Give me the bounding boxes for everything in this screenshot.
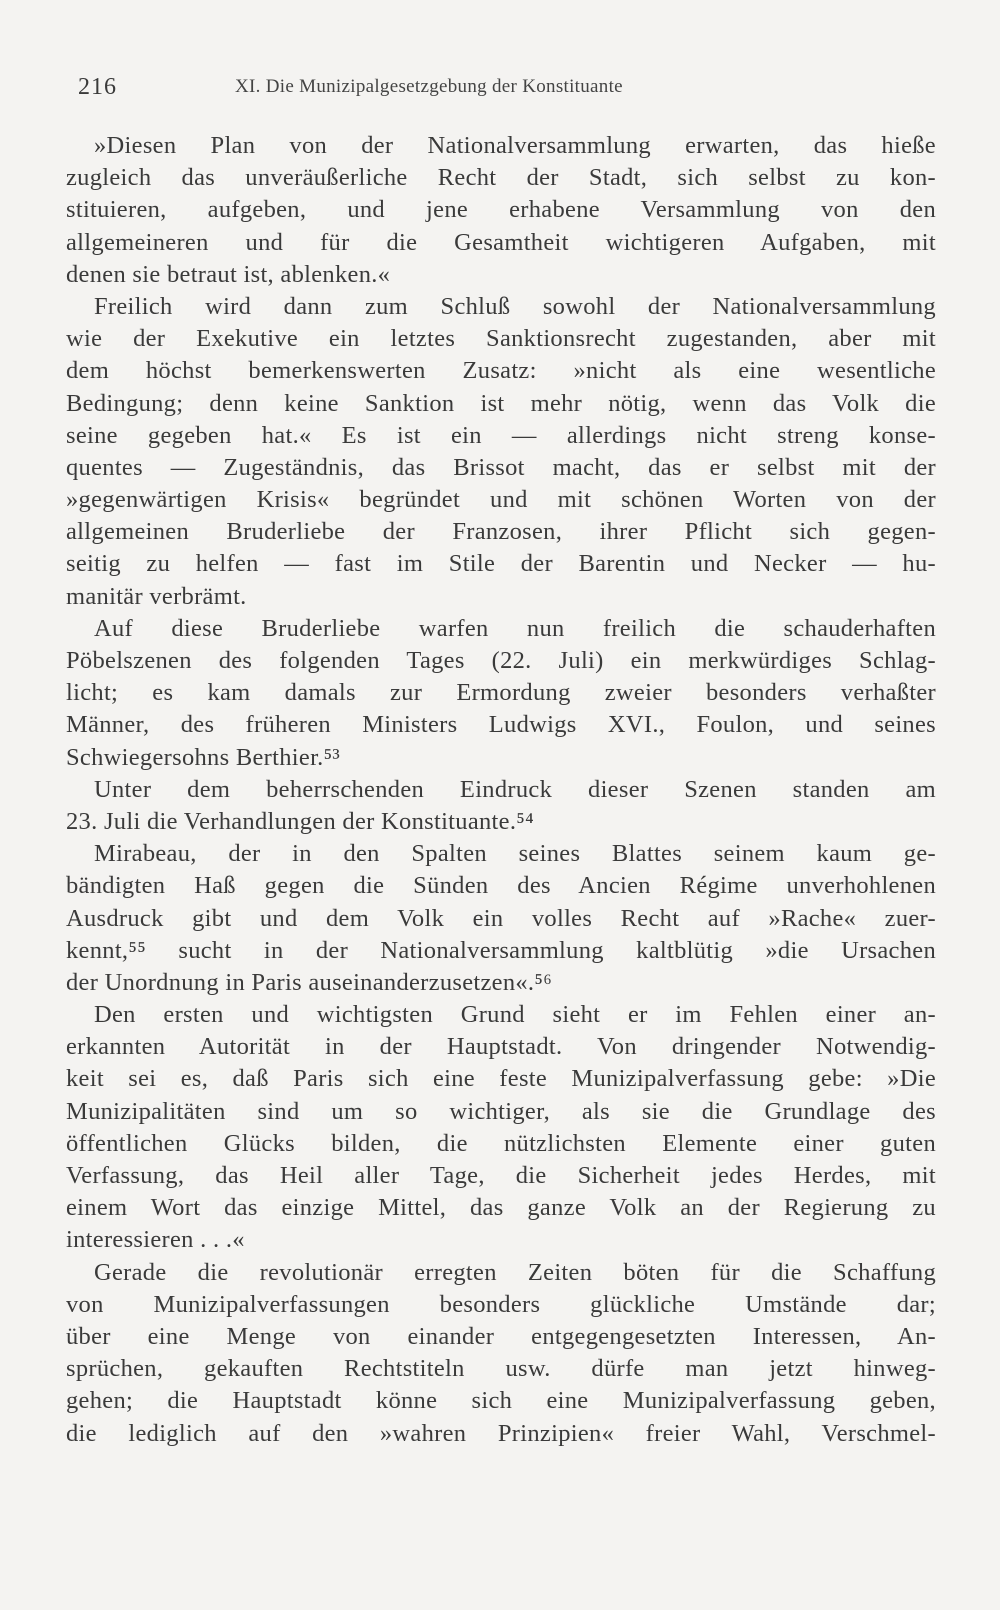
text-line: »Diesen Plan von der Nationalversammlung erwarten, das hieße — [94, 132, 936, 159]
text-line: Pöbelszenen des folgenden Tages (22. Juli) ein merkwürdiges Schlag- — [66, 647, 936, 674]
text-line: seine gegeben hat.« Es ist ein — allerdings nicht streng konse- — [66, 421, 936, 449]
text-line: keit sei es, daß Paris sich eine feste Munizipalverfassung gebe: »Die — [66, 1065, 936, 1093]
text-line: öffentlichen Glücks bilden, die nützlichsten Elemente einer guten — [66, 1129, 936, 1157]
text-line: seitig zu helfen — fast im Stile der Barentin und Necker — hu- — [66, 550, 936, 578]
running-title: XI. Die Munizipalgesetzgebung der Konstituante — [235, 76, 623, 97]
text-line: Gerade die revolutionär erregten Zeiten böten für die Schaffung — [94, 1258, 936, 1286]
text-line: Unter dem beherrschenden Eindruck dieser Szenen standen am — [94, 775, 936, 803]
text-line: Schwiegersohns Berthier.⁵³ — [66, 743, 341, 771]
page-header — [75, 74, 945, 108]
text-line: Auf diese Bruderliebe warfen nun freilich die schauderhaften — [94, 614, 936, 642]
text-line: dem höchst bemerkenswerten Zusatz: »nicht als eine wesentliche — [66, 357, 936, 385]
text-line: zugleich das unveräußerliche Recht der Stadt, sich selbst zu kon- — [66, 164, 936, 192]
text-line: stituieren, aufgeben, und jene erhabene Versammlung von den — [66, 196, 936, 224]
text-line: Bedingung; denn keine Sanktion ist mehr nötig, wenn das Volk die — [66, 389, 936, 417]
text-line: allgemeineren und für die Gesamtheit wichtigeren Aufgaben, mit — [66, 228, 936, 256]
text-line: »gegenwärtigen Krisis« begründet und mit schönen Worten von der — [66, 486, 936, 514]
text-line: von Munizipalverfassungen besonders glückliche Umstände dar; — [66, 1290, 936, 1318]
text-line: bändigten Haß gegen die Sünden des Ancien Régime unverhohlenen — [66, 872, 936, 900]
text-line: Männer, des früheren Ministers Ludwigs XVI., Foulon, und seines — [66, 711, 936, 739]
text-line: Mirabeau, der in den Spalten seines Blattes seinem kaum ge- — [94, 840, 936, 868]
text-line: licht; es kam damals zur Ermordung zweier besonders verhaßter — [66, 679, 936, 707]
text-line: erkannten Autorität in der Hauptstadt. Von dringender Notwendig- — [66, 1033, 936, 1061]
text-line: Ausdruck gibt und dem Volk ein volles Recht auf »Rache« zuer- — [66, 904, 936, 932]
body-text — [66, 130, 936, 1450]
text-line: die lediglich auf den »wahren Prinzipien« freier Wahl, Verschmel- — [66, 1419, 936, 1447]
text-line: Munizipalitäten sind um so wichtiger, als sie die Grundlage des — [66, 1097, 936, 1125]
text-line: gehen; die Hauptstadt könne sich eine Munizipalverfassung geben, — [66, 1387, 936, 1415]
text-line: Den ersten und wichtigsten Grund sieht er im Fehlen einer an- — [94, 1001, 936, 1029]
text-line: einem Wort das einzige Mittel, das ganze Volk an der Regierung zu — [66, 1194, 936, 1222]
text-line: quentes — Zugeständnis, das Brissot macht, das er selbst mit der — [66, 453, 936, 481]
text-line: denen sie betraut ist, ablenken.« — [66, 260, 391, 288]
text-line: interessieren . . .« — [66, 1226, 245, 1254]
page-number: 216 — [78, 74, 117, 100]
text-line: Freilich wird dann zum Schluß sowohl der Nationalversammlung — [94, 292, 936, 320]
text-line: Verfassung, das Heil aller Tage, die Sicherheit jedes Herdes, mit — [66, 1162, 936, 1189]
text-line: manitär verbrämt. — [66, 582, 247, 610]
text-line: sprüchen, gekauften Rechtstiteln usw. dürfe man jetzt hinweg- — [66, 1355, 936, 1383]
text-line: kennt,⁵⁵ sucht in der Nationalversammlung kaltblütig »die Ursachen — [66, 936, 936, 964]
text-line: 23. Juli die Verhandlungen der Konstituante.⁵⁴ — [66, 807, 534, 835]
text-line: der Unordnung in Paris auseinanderzusetzen«.⁵⁶ — [66, 968, 553, 996]
text-line: wie der Exekutive ein letztes Sanktionsrecht zugestanden, aber mit — [66, 325, 936, 353]
text-line: über eine Menge von einander entgegengesetzten Interessen, An- — [66, 1322, 936, 1350]
text-line: allgemeinen Bruderliebe der Franzosen, ihrer Pflicht sich gegen- — [66, 518, 936, 546]
